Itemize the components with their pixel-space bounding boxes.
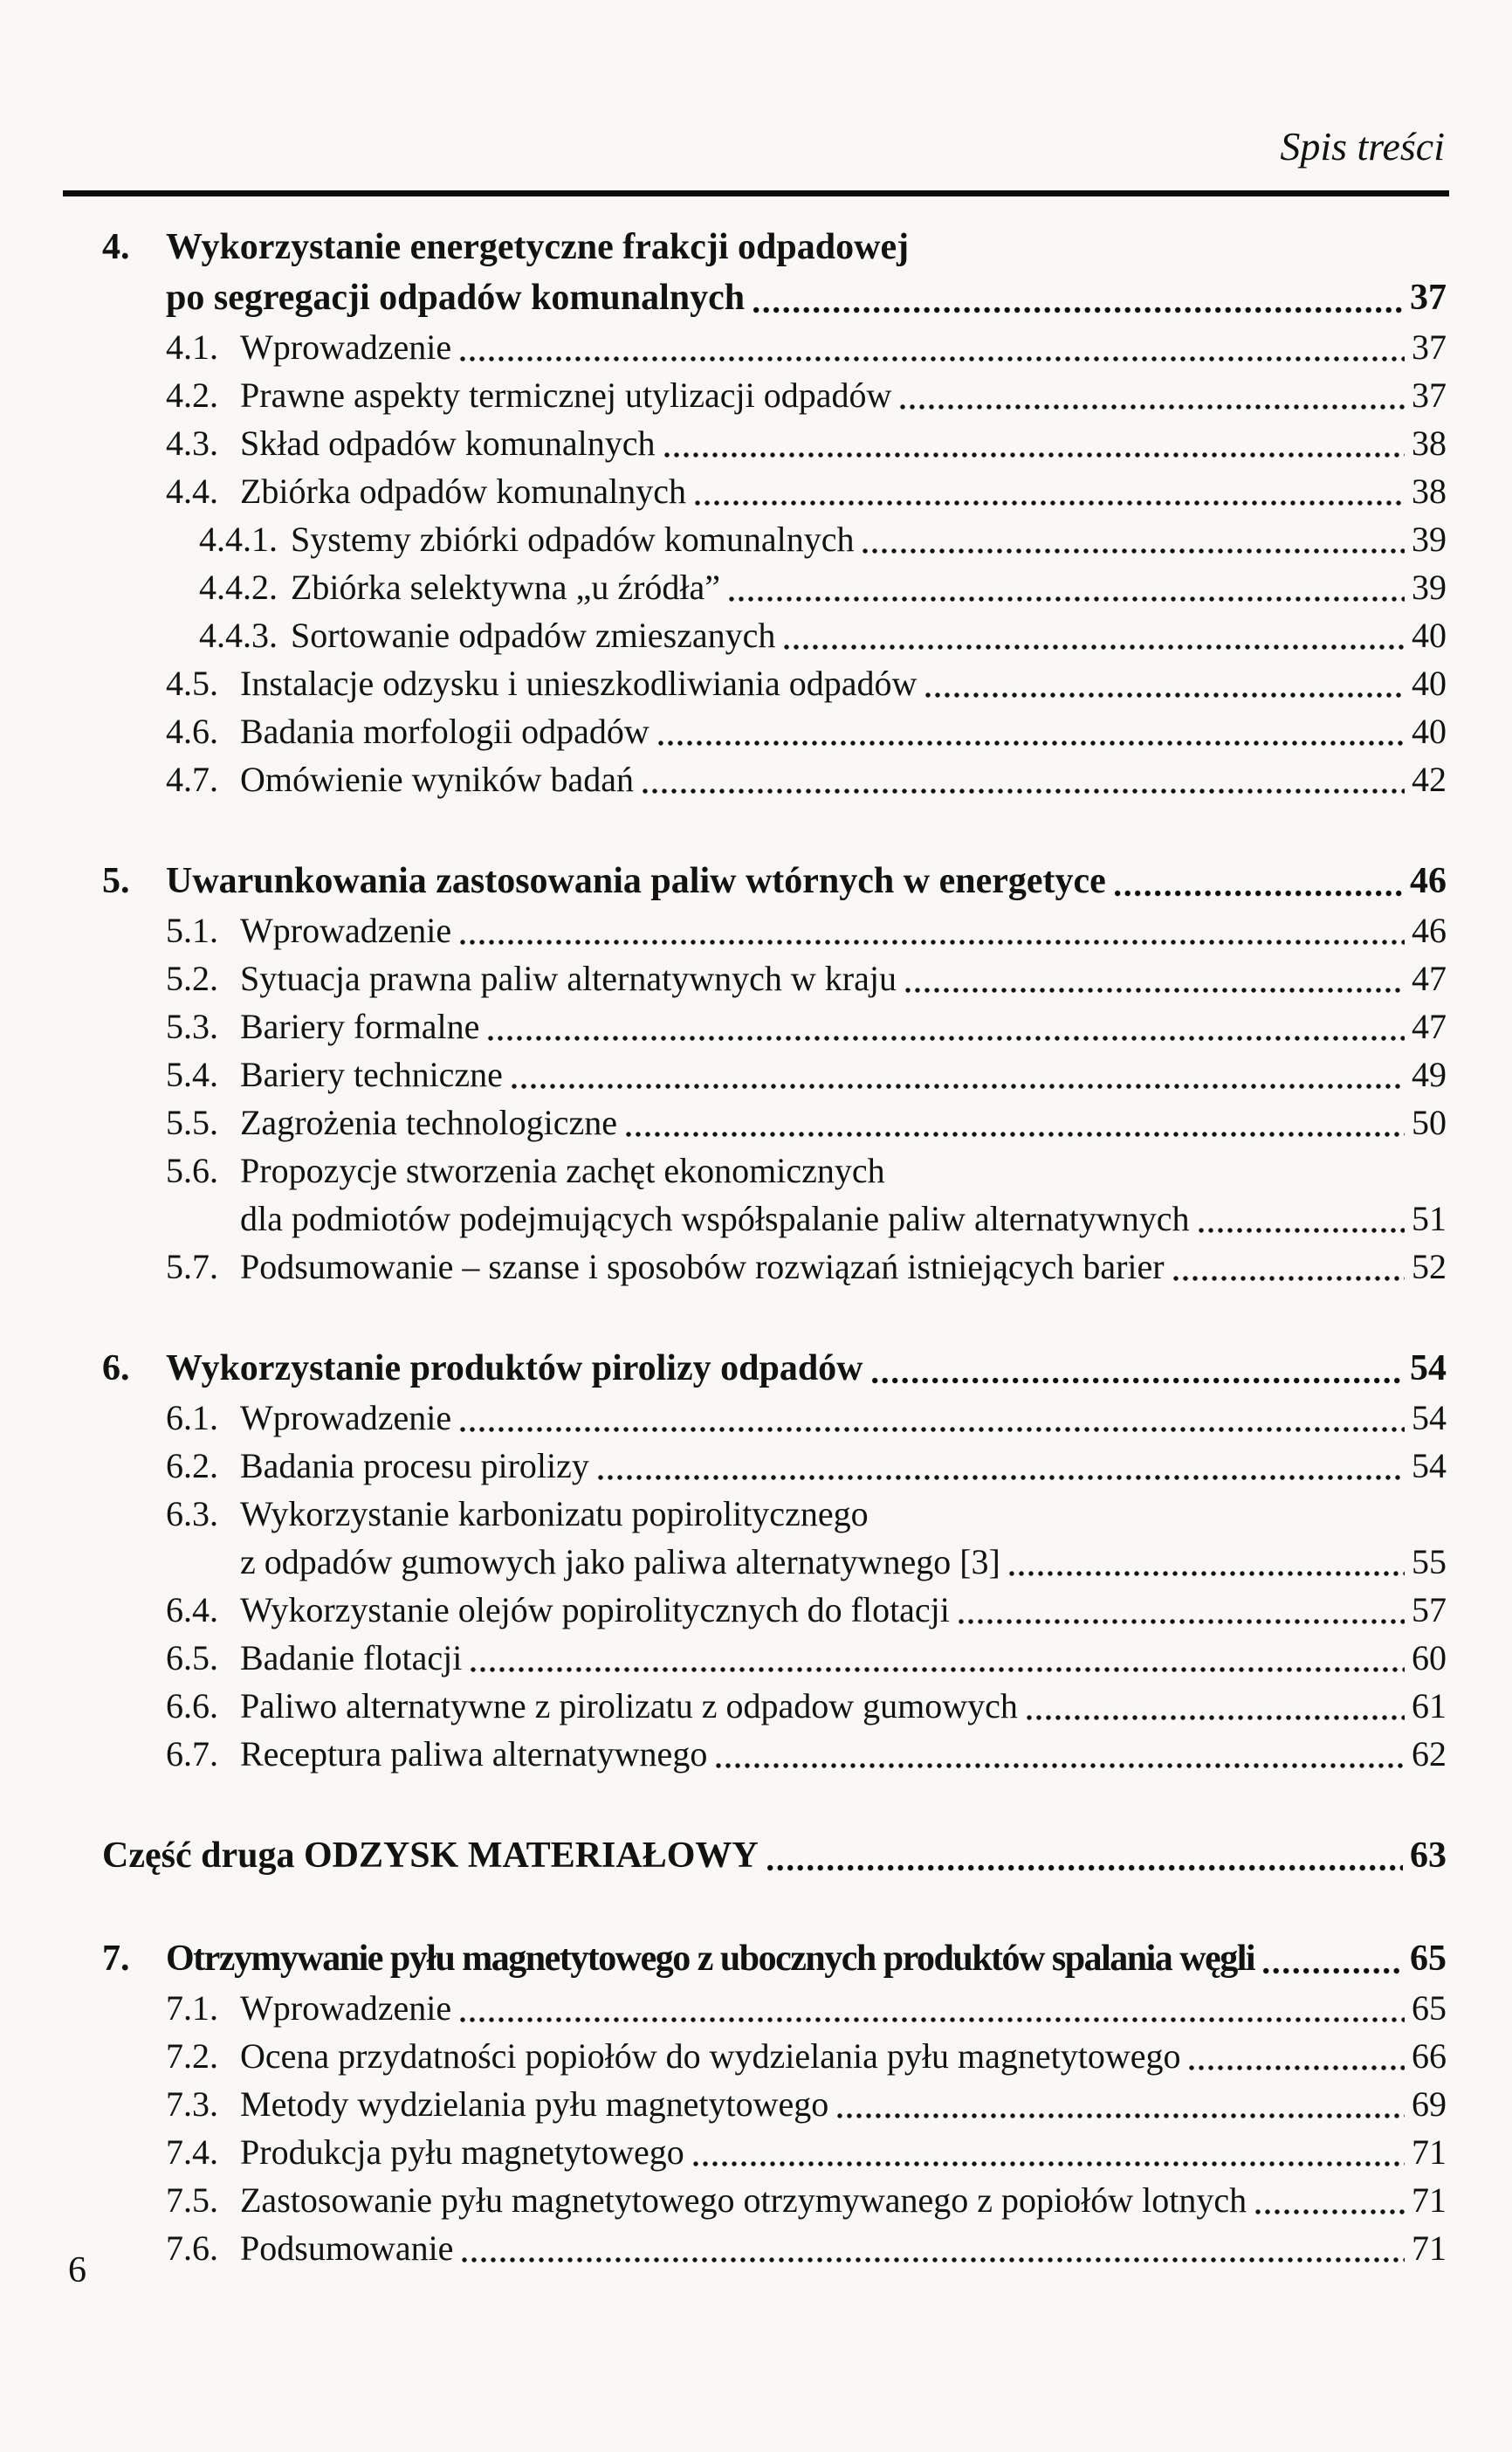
- toc-entry-label: Badania procesu pirolizy: [240, 1446, 589, 1485]
- toc-entry-number: 6.4.: [166, 1590, 218, 1629]
- dot-leader: [1115, 887, 1403, 899]
- toc-entry-label: Receptura paliwa alternatywnego: [240, 1734, 708, 1774]
- toc-entry: [102, 467, 1447, 515]
- dot-leader: [784, 641, 1405, 653]
- toc-entry-label: Wprowadzenie: [240, 911, 452, 950]
- toc-entry-label: Bariery techniczne: [240, 1055, 503, 1094]
- toc-part-page: 63: [1410, 1836, 1447, 1876]
- toc-entry-label: Prawne aspekty termicznej utylizacji odpadów: [240, 375, 892, 415]
- toc-entry-label: Bariery formalne: [240, 1007, 480, 1046]
- toc-entry: [102, 707, 1447, 755]
- toc-entry-label: Zagrożenia technologiczne: [240, 1103, 617, 1142]
- dot-leader: [753, 304, 1403, 316]
- dot-leader: [925, 689, 1405, 701]
- dot-leader: [959, 1615, 1405, 1628]
- dot-leader: [1263, 1965, 1403, 1977]
- toc-entry: [102, 1586, 1447, 1634]
- dot-leader: [460, 1423, 1405, 1436]
- toc-entry-label: Sytuacja prawna paliw alternatywnych w kraju: [240, 959, 897, 998]
- toc-section-title: po segregacji odpadów komunalnych: [166, 278, 746, 318]
- toc-entry: [102, 755, 1447, 803]
- toc-entry: [102, 1002, 1447, 1050]
- toc-entry-page: 71: [1412, 2180, 1447, 2220]
- dot-leader: [1173, 1272, 1405, 1285]
- toc-entry: [102, 1682, 1447, 1730]
- toc-entry-number: 4.4.1.: [199, 520, 278, 559]
- dot-leader: [767, 1862, 1403, 1874]
- toc-entry-page: 46: [1412, 911, 1447, 950]
- toc-entry-number: 4.7.: [166, 760, 218, 799]
- toc-entry-number: 6.5.: [166, 1638, 218, 1677]
- toc-entry-number: 7.6.: [166, 2228, 218, 2268]
- toc-entry-label: dla podmiotów podejmujących współspalanie paliw alternatywnych: [240, 1199, 1190, 1238]
- toc-entry-label: Podsumowanie: [240, 2228, 454, 2268]
- toc-entry-page: 65: [1412, 1988, 1447, 2028]
- toc-entry-number: 4.6.: [166, 712, 218, 751]
- toc-entry-label: Wprowadzenie: [240, 1398, 452, 1437]
- toc-entry-number: 7.1.: [166, 1988, 218, 2028]
- toc-entry: [102, 323, 1447, 371]
- toc-entry-page: 49: [1412, 1055, 1447, 1094]
- toc-entry-label: Wykorzystanie karbonizatu popirolitycznego: [240, 1494, 869, 1533]
- dot-leader: [863, 545, 1405, 557]
- toc-entry-page: 66: [1412, 2036, 1447, 2076]
- dot-leader: [716, 1760, 1405, 1772]
- toc-entry-number: 7.2.: [166, 2036, 218, 2076]
- dot-leader: [471, 1663, 1405, 1676]
- dot-leader: [460, 353, 1405, 365]
- toc-entry-number: 6.6.: [166, 1686, 218, 1725]
- toc-entry-label: Podsumowanie – szanse i sposobów rozwiązań istniejących barier: [240, 1247, 1165, 1286]
- toc-entry: [102, 2128, 1447, 2176]
- toc-section-page: 46: [1410, 861, 1447, 901]
- toc-entry-page: 61: [1412, 1686, 1447, 1725]
- toc-entry-label: Systemy zbiórki odpadów komunalnych: [291, 520, 855, 559]
- toc-entry-page: 39: [1412, 568, 1447, 607]
- dot-leader: [900, 401, 1405, 413]
- toc-entry-number: 6.1.: [166, 1398, 218, 1437]
- dot-leader: [1199, 1224, 1405, 1236]
- page-header: Spis treści: [1280, 124, 1445, 169]
- toc-entry: [102, 1634, 1447, 1682]
- toc-entry-label: Produkcja pyłu magnetytowego: [240, 2132, 684, 2172]
- toc-section-heading-line2: [102, 272, 1447, 323]
- toc-entry: [102, 1984, 1447, 2032]
- toc-entry: [102, 2080, 1447, 2128]
- toc-entry-label: Propozycje stworzenia zachęt ekonomicznych: [240, 1151, 885, 1190]
- toc-entry-page: 52: [1412, 1247, 1447, 1286]
- toc-entry-label: z odpadów gumowych jako paliwa alternatywnego [3]: [240, 1542, 1000, 1581]
- toc-entry: [102, 515, 1447, 563]
- toc-entry-number: 7.3.: [166, 2084, 218, 2124]
- toc-entry: [102, 2176, 1447, 2224]
- toc-entry-continuation: [102, 1195, 1447, 1243]
- dot-leader: [1189, 2062, 1405, 2074]
- toc-entry-page: 47: [1412, 1007, 1447, 1046]
- toc-entry: [102, 1394, 1447, 1442]
- toc-section-heading: [102, 1933, 1447, 1984]
- dot-leader: [598, 1471, 1405, 1484]
- toc-entry-page: 37: [1412, 327, 1447, 367]
- toc-entry-page: 71: [1412, 2228, 1447, 2268]
- toc-entry-label: Instalacje odzysku i unieszkodliwiania odpadów: [240, 664, 918, 703]
- toc-section-page: 54: [1410, 1348, 1447, 1388]
- toc-entry-label: Omówienie wyników badań: [240, 760, 635, 799]
- toc-entry-label: Badania morfologii odpadów: [240, 712, 649, 751]
- toc-entry: [102, 611, 1447, 659]
- toc-entry-number: 7.5.: [166, 2180, 218, 2220]
- toc-entry-page: 38: [1412, 472, 1447, 511]
- toc-section-heading: [102, 1343, 1447, 1394]
- toc-entry-number: 4.4.: [166, 472, 218, 511]
- toc-part-label: Część druga ODZYSK MATERIAŁOWY: [102, 1836, 759, 1876]
- dot-leader: [658, 737, 1405, 749]
- toc-entry-label: Wprowadzenie: [240, 327, 452, 367]
- toc-section-number: 5.: [102, 861, 130, 901]
- toc-entry-page: 39: [1412, 520, 1447, 559]
- toc-entry: [102, 906, 1447, 954]
- dot-leader: [460, 936, 1405, 948]
- toc-entry-page: 37: [1412, 375, 1447, 415]
- toc-entry: [102, 1730, 1447, 1778]
- toc-entry-number: 5.4.: [166, 1055, 218, 1094]
- toc-entry: [102, 563, 1447, 611]
- toc-entry-number: 5.3.: [166, 1007, 218, 1046]
- toc-entry-page: 54: [1412, 1446, 1447, 1485]
- dot-leader: [1255, 2206, 1405, 2218]
- toc-entry-page: 69: [1412, 2084, 1447, 2124]
- toc-entry-page: 42: [1412, 760, 1447, 799]
- toc-section-number: 4.: [102, 227, 130, 267]
- dot-leader: [462, 2254, 1405, 2266]
- toc-entry-page: 47: [1412, 959, 1447, 998]
- toc-entry-number: 5.5.: [166, 1103, 218, 1142]
- header-rule: [63, 190, 1449, 196]
- toc: [102, 222, 1447, 2272]
- toc-entry-label: Ocena przydatności popiołów do wydzielania pyłu magnetytowego: [240, 2036, 1181, 2076]
- toc-entry-number: 7.4.: [166, 2132, 218, 2172]
- toc-entry-page: 54: [1412, 1398, 1447, 1437]
- toc-entry: [102, 1490, 1447, 1538]
- dot-leader: [695, 497, 1405, 509]
- toc-entry-number: 6.3.: [166, 1494, 218, 1533]
- toc-entry-number: 4.3.: [166, 424, 218, 463]
- toc-entry-number: 6.2.: [166, 1446, 218, 1485]
- toc-entry-continuation: [102, 1538, 1447, 1586]
- toc-entry: [102, 371, 1447, 419]
- toc-entry-page: 51: [1412, 1199, 1447, 1238]
- dot-leader: [460, 2014, 1405, 2026]
- toc-entry-number: 5.1.: [166, 911, 218, 950]
- toc-section-heading: [102, 856, 1447, 906]
- toc-entry-label: Metody wydzielania pyłu magnetytowego: [240, 2084, 829, 2124]
- toc-section-heading: [102, 222, 1447, 272]
- toc-entry-number: 4.4.3.: [199, 616, 278, 655]
- toc-entry: [102, 1147, 1447, 1195]
- toc-entry-label: Wprowadzenie: [240, 1988, 452, 2028]
- toc-entry-page: 38: [1412, 424, 1447, 463]
- dot-leader: [512, 1080, 1405, 1092]
- dot-leader: [837, 2110, 1405, 2122]
- toc-entry-label: Zastosowanie pyłu magnetytowego otrzymywanego z popiołów lotnych: [240, 2180, 1247, 2220]
- toc-entry-label: Wykorzystanie olejów popirolitycznych do flotacji: [240, 1590, 950, 1629]
- toc-entry-number: 6.7.: [166, 1734, 218, 1774]
- toc-entry-label: Zbiórka odpadów komunalnych: [240, 472, 686, 511]
- dot-leader: [1027, 1712, 1405, 1724]
- toc-entry: [102, 954, 1447, 1002]
- toc-section-title: Uwarunkowania zastosowania paliw wtórnych w energetyce: [166, 861, 1106, 901]
- toc-section-title: Wykorzystanie energetyczne frakcji odpadowej: [166, 227, 910, 267]
- dot-leader: [905, 984, 1405, 996]
- toc-entry: [102, 659, 1447, 707]
- toc-entry-number: 5.2.: [166, 959, 218, 998]
- dot-leader: [664, 449, 1405, 461]
- toc-section-title: Wykorzystanie produktów pirolizy odpadów: [166, 1348, 863, 1388]
- toc-section-page: 37: [1410, 278, 1447, 318]
- toc-section-number: 6.: [102, 1348, 130, 1388]
- toc-entry: [102, 2032, 1447, 2080]
- toc-entry: [102, 1243, 1447, 1291]
- toc-entry-number: 4.1.: [166, 327, 218, 367]
- toc-entry-page: 57: [1412, 1590, 1447, 1629]
- toc-entry-label: Badanie flotacji: [240, 1638, 463, 1677]
- toc-entry-page: 62: [1412, 1734, 1447, 1774]
- toc-part-heading: [102, 1830, 1447, 1881]
- toc-entry-page: 60: [1412, 1638, 1447, 1677]
- dot-leader: [693, 2158, 1405, 2170]
- toc-section-page: 65: [1410, 1939, 1447, 1979]
- toc-entry-page: 55: [1412, 1542, 1447, 1581]
- dot-leader: [643, 785, 1405, 797]
- dot-leader: [729, 593, 1405, 605]
- dot-leader: [872, 1374, 1403, 1387]
- toc-entry: [102, 1442, 1447, 1490]
- dot-leader: [488, 1032, 1405, 1044]
- toc-section-title: Otrzymywanie pyłu magnetytowego z ubocznych produktów spalania węgli: [166, 1939, 1255, 1979]
- toc-entry-number: 5.7.: [166, 1247, 218, 1286]
- toc-entry-number: 4.5.: [166, 664, 218, 703]
- toc-entry-number: 5.6.: [166, 1151, 218, 1190]
- toc-entry-page: 71: [1412, 2132, 1447, 2172]
- toc-entry: [102, 1099, 1447, 1147]
- toc-entry-page: 50: [1412, 1103, 1447, 1142]
- toc-entry-label: Sortowanie odpadów zmieszanych: [291, 616, 776, 655]
- toc-entry-page: 40: [1412, 616, 1447, 655]
- toc-entry: [102, 1050, 1447, 1099]
- toc-entry: [102, 2224, 1447, 2272]
- dot-leader: [626, 1128, 1405, 1140]
- toc-entry-number: 4.2.: [166, 375, 218, 415]
- toc-entry-page: 40: [1412, 712, 1447, 751]
- toc-entry-label: Zbiórka selektywna „u źródła”: [291, 568, 721, 607]
- toc-section-number: 7.: [102, 1939, 130, 1979]
- toc-entry-number: 4.4.2.: [199, 568, 278, 607]
- page-number: 6: [68, 2250, 86, 2290]
- toc-entry-label: Paliwo alternatywne z pirolizatu z odpadow gumowych: [240, 1686, 1018, 1725]
- toc-entry-label: Skład odpadów komunalnych: [240, 424, 656, 463]
- dot-leader: [1009, 1567, 1405, 1580]
- toc-entry: [102, 419, 1447, 467]
- toc-entry-page: 40: [1412, 664, 1447, 703]
